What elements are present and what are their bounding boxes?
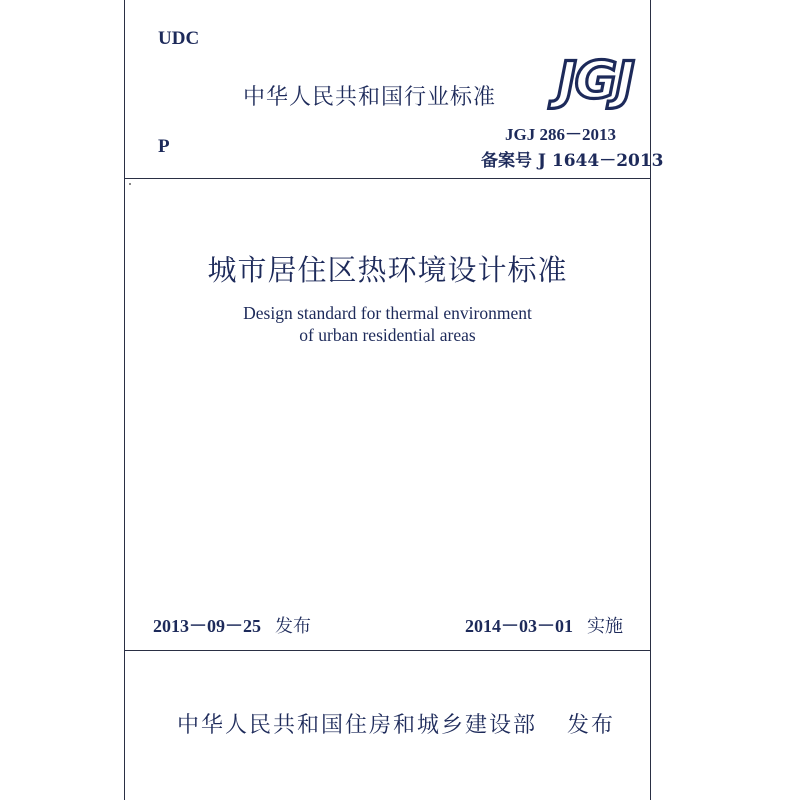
udc-label: UDC bbox=[158, 28, 200, 49]
publish-date: 2013－09－25 bbox=[153, 616, 261, 636]
publisher-label: 发布 bbox=[567, 713, 616, 738]
logo-text: JGJ bbox=[557, 51, 633, 110]
bottom-divider bbox=[125, 650, 650, 651]
publish-date-row bbox=[153, 612, 311, 638]
implement-date-row bbox=[465, 612, 623, 638]
industry-standard-heading: 中华人民共和国行业标准 bbox=[243, 85, 497, 110]
publish-label: 发布 bbox=[275, 616, 311, 637]
implement-date: 2014－03－01 bbox=[465, 616, 573, 636]
jgj-logo bbox=[545, 46, 645, 110]
publisher-name: 中华人民共和国住房和城乡建设部 bbox=[177, 713, 538, 738]
title-english-line1: Design standard for thermal environment bbox=[243, 303, 532, 323]
cover-page bbox=[124, 0, 664, 800]
record-number: 备案号 J 1644－2013 bbox=[481, 151, 664, 171]
title-english-line2: of urban residential areas bbox=[299, 325, 476, 345]
category-letter: P bbox=[158, 136, 170, 157]
standard-code: JGJ 286－2013 bbox=[505, 125, 616, 144]
implement-label: 实施 bbox=[587, 616, 623, 637]
title-chinese: 城市居住区热环境设计标准 bbox=[207, 253, 568, 287]
publisher-row bbox=[177, 708, 615, 739]
top-divider bbox=[125, 178, 650, 179]
speck-mark bbox=[129, 183, 131, 185]
